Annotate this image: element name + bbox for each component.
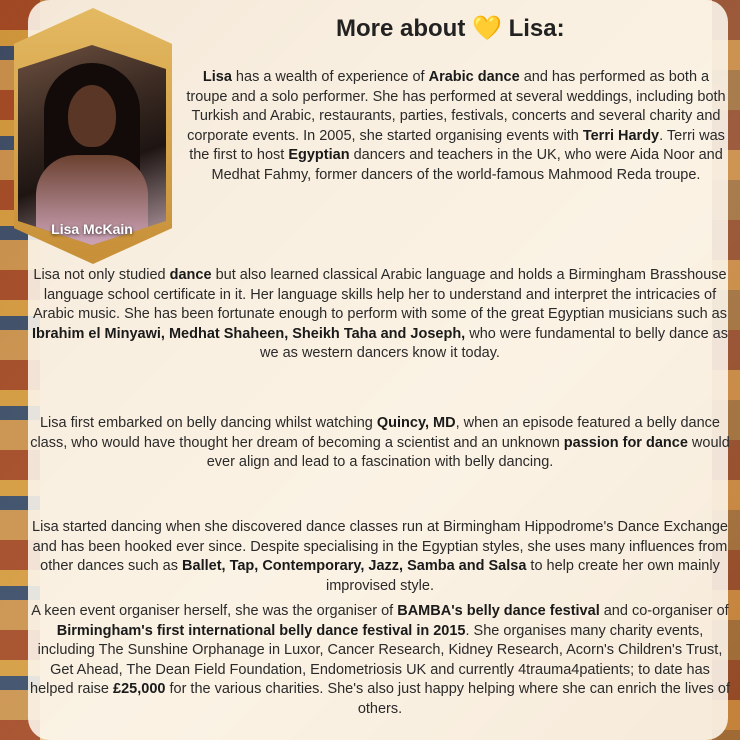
- bold-text-run: passion for dance: [563, 434, 688, 451]
- bold-text-run: Quincy, MD: [376, 415, 456, 431]
- page-title: [336, 14, 565, 43]
- bio-paragraph-styles: [30, 518, 730, 596]
- text-run: dancers and teachers in the UK, who were Aida Noor and Medhat Fahmy, former dancers of the world-famous Mahmood Reda troupe.: [211, 147, 723, 183]
- portrait-photo: [18, 45, 166, 245]
- title-name: Lisa:: [508, 15, 565, 42]
- text-run: , when an episode featured a belly dance class, who would have thought her dream of becoming a scientist and an unknown: [30, 415, 720, 451]
- text-run: . Terri was the first to host: [189, 127, 725, 163]
- text-run: Lisa first embarked on belly dancing whilst watching: [39, 415, 377, 431]
- bold-text-run: BAMBA's belly dance festival: [397, 603, 600, 619]
- bold-text-run: Ibrahim el Minyawi, Medhat Shaheen, Sheikh Taha and Joseph,: [32, 325, 466, 342]
- text-run: would ever align and lead to a fascination with belly dancing.: [206, 434, 730, 470]
- bold-text-run: Egyptian: [288, 147, 350, 163]
- text-run: for the various charities. She's also just happy helping where she can enrich the lives of others.: [165, 681, 731, 717]
- bold-text-run: dance: [169, 267, 212, 283]
- text-run: who were fundamental to belly dance as we as western dancers know it today.: [260, 325, 728, 361]
- bio-paragraph-events: [30, 602, 730, 719]
- portrait-face: [68, 85, 116, 147]
- text-run: . She organises many charity events, including The Sunshine Orphanage in Luxor, Cancer Research, Kidney Research, Acorn's Children's Trust, Get Ahead, The Dean Field Foundation, Endometriosis UK and currently 4trauma4patients; to date has helped raise: [30, 622, 723, 697]
- bold-text-run: Terri Hardy: [582, 127, 660, 144]
- heart-icon: 💛: [472, 15, 502, 42]
- text-run: A keen event organiser herself, she was the organiser of: [31, 603, 398, 619]
- text-run: and has performed as both a troupe and a solo performer. She has performed at several weddings, including both Turkish and Arabic, restaurants, parties, festivals, concerts and several charity and corporate events. In 2005, she started organising events with: [186, 69, 726, 144]
- bold-text-run: Lisa: [202, 69, 232, 85]
- portrait-name-label: Lisa McKain: [51, 221, 133, 237]
- bio-paragraph-language: [30, 266, 730, 364]
- text-run: but also learned classical Arabic language and holds a Birmingham Brasshouse language school certificate in it. Her language skills help her to understand and interpret the intricacies of Arabic music. She has been fortunate enough to perform with some of the great Egyptian musicians such as: [33, 267, 727, 322]
- bold-text-run: £25,000: [113, 681, 166, 697]
- title-prefix: More about: [336, 15, 466, 42]
- bio-paragraph-experience: [182, 68, 730, 185]
- bold-text-run: Birmingham's first international belly dance festival in 2015: [56, 622, 466, 639]
- bold-text-run: Arabic dance: [428, 69, 520, 85]
- bold-text-run: Ballet, Tap, Contemporary, Jazz, Samba and Salsa: [182, 558, 527, 574]
- text-run: and co-organiser of: [599, 603, 729, 619]
- text-run: to help create her own mainly improvised style.: [326, 558, 720, 594]
- text-run: has a wealth of experience of: [231, 69, 429, 85]
- bio-paragraph-origin: [30, 414, 730, 473]
- text-run: Lisa not only studied: [33, 267, 170, 283]
- text-run: Lisa started dancing when she discovered dance classes run at Birmingham Hippodrome's Dance Exchange and has been hooked ever since. Despite specialising in the Egyptian styles, she uses many influences from other dances such as: [32, 519, 728, 574]
